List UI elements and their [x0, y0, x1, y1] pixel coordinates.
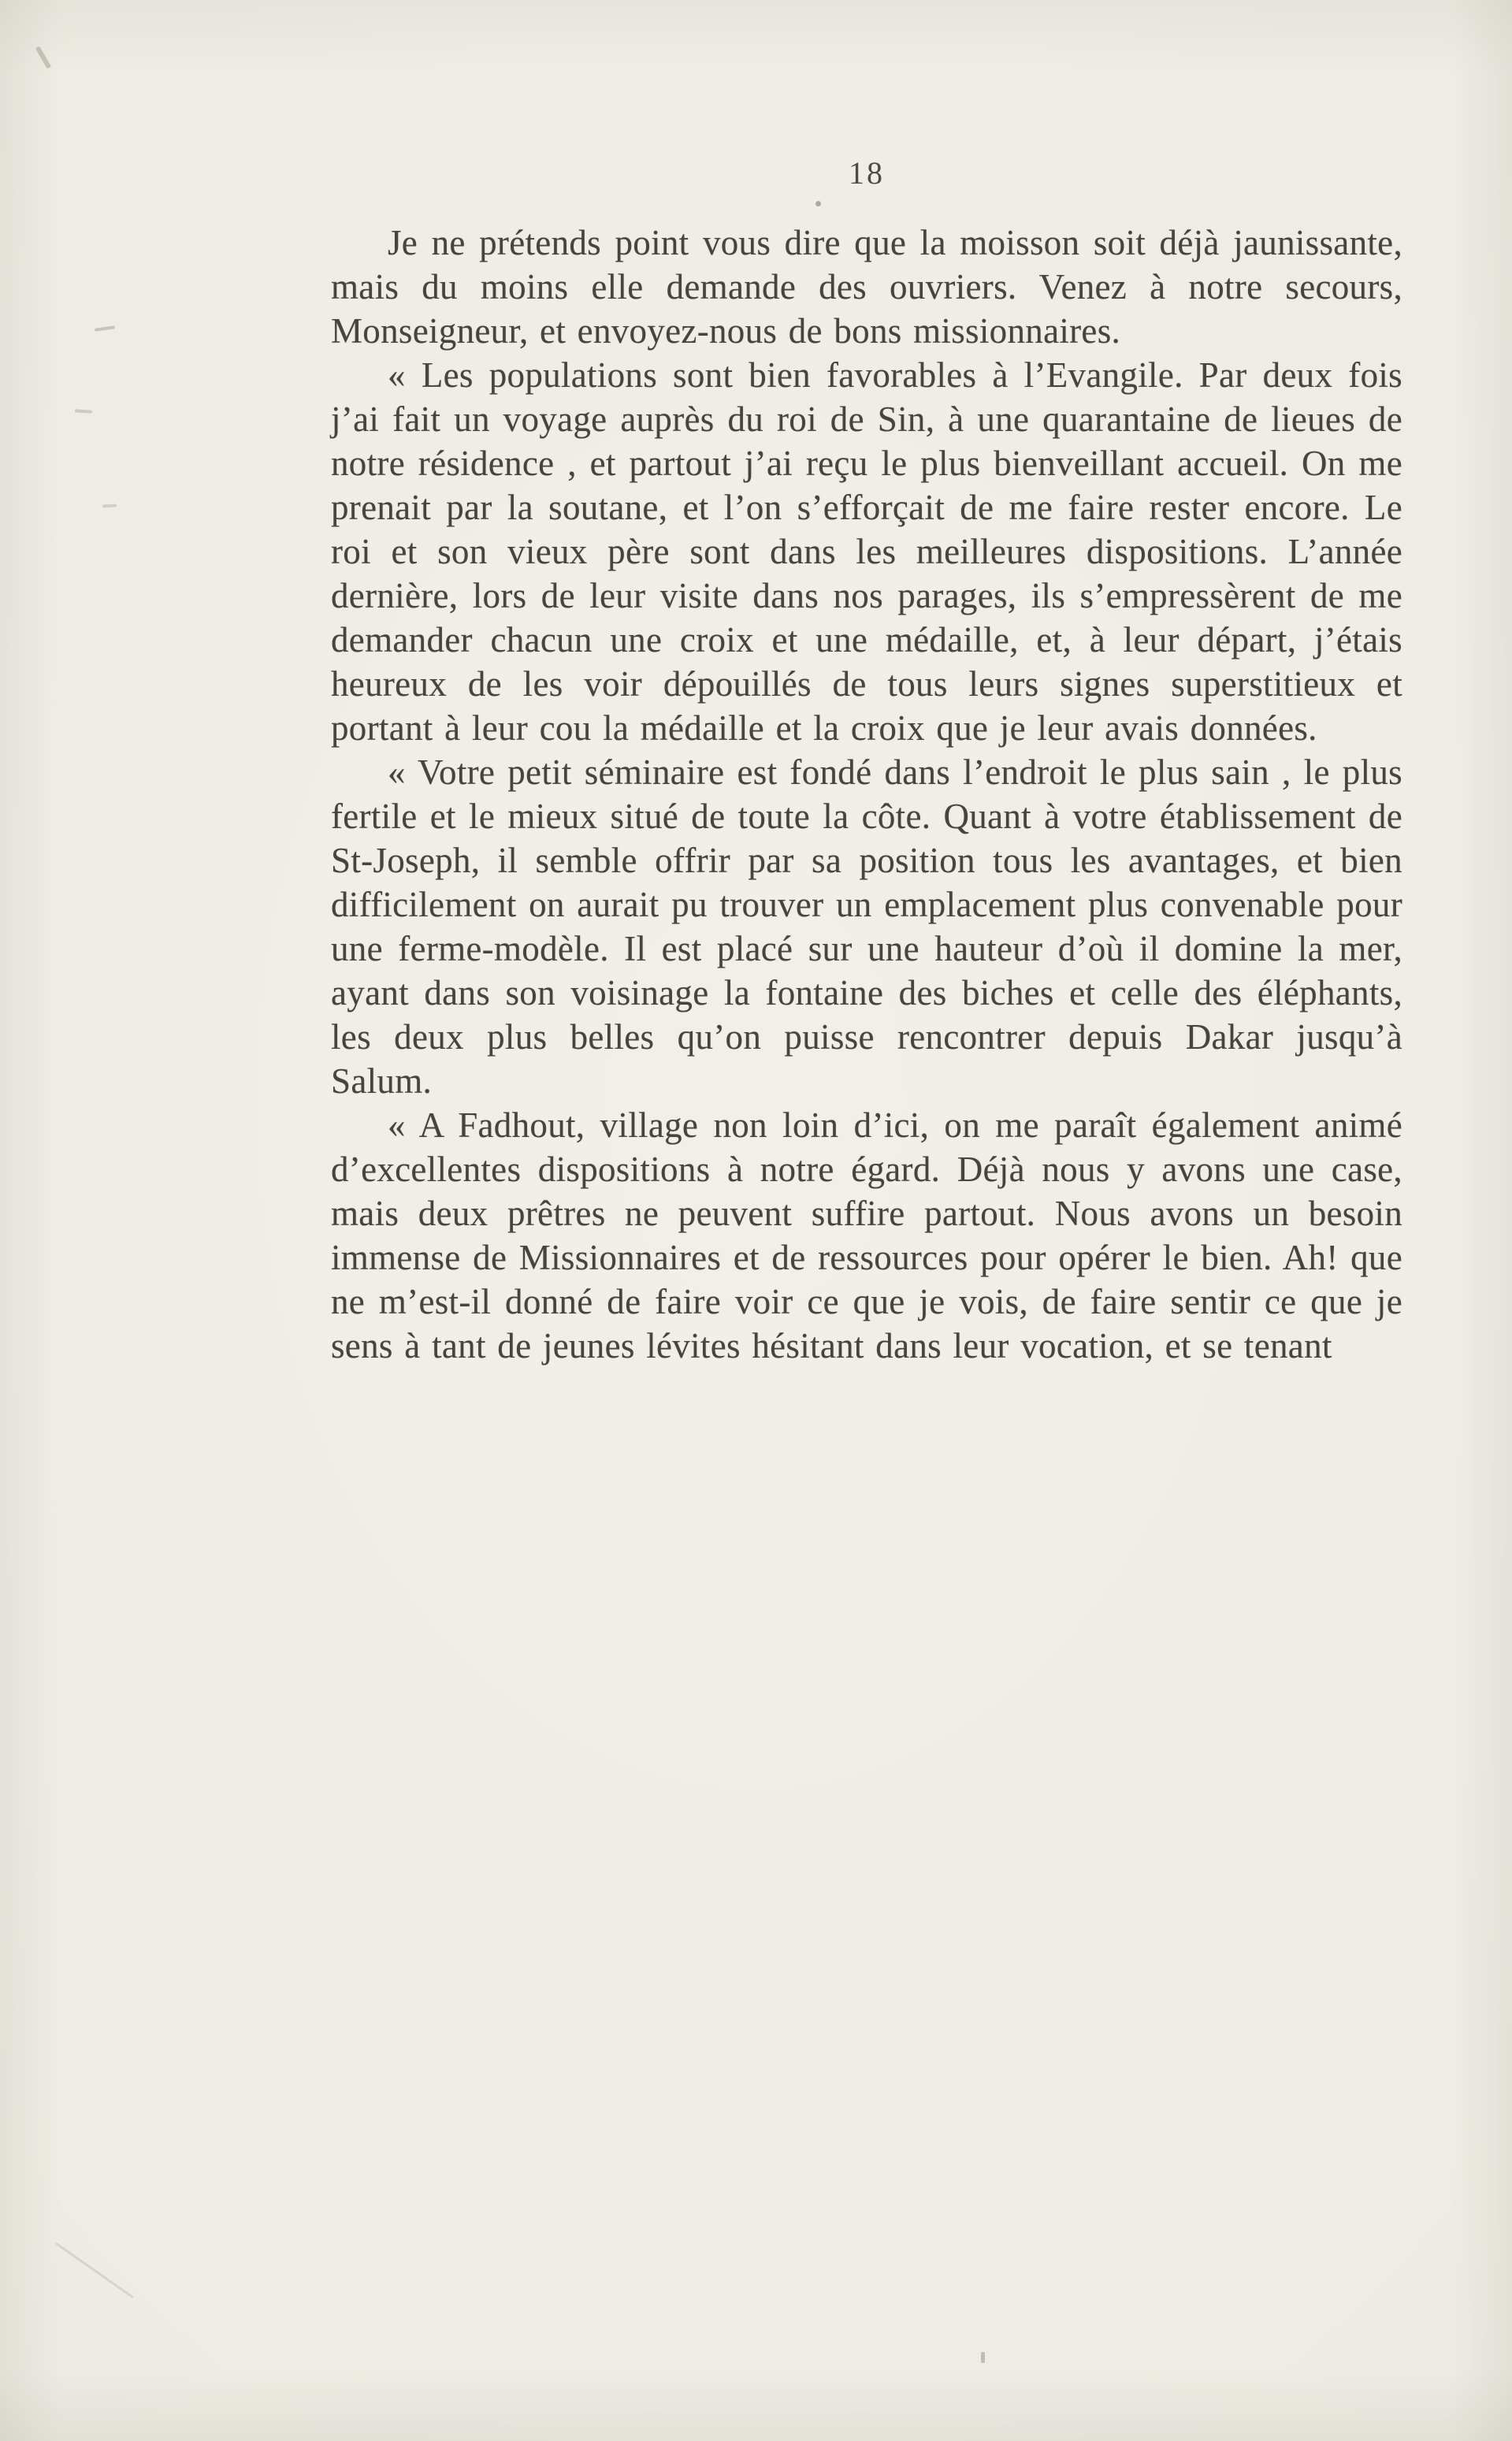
- scan-artifact: [981, 2352, 985, 2363]
- scan-artifact: [35, 46, 51, 69]
- page-number: 18: [849, 155, 885, 191]
- paragraph: Je ne prétends point vous dire que la moisson soit déjà jaunissante, mais du moins elle demande des ouvriers. Venez à notre secours, Monseigneur, et envoyez-nous de bons missionnaires.: [331, 223, 1402, 351]
- scan-artifact: [55, 2242, 134, 2298]
- scan-artifact: [75, 409, 92, 414]
- scan-artifact: [815, 201, 821, 206]
- paragraph: « Les populations sont bien favorables à l’Evangile. Par deux fois j’ai fait un voyage auprès du roi de Sin, à une quarantaine de lieues de notre résidence , et partout j’ai reçu le plus bienveillant accueil. On me prenait par la soutane, et l’on s’efforçait de me faire rester encore. Le roi et son vieux père sont dans les meilleures dispositions. L’année dernière, lors de leur visite dans nos parages, ils s’empressèrent de me demander chacun une croix et une médaille, et, à leur départ, j’étais heureux de les voir dépouillés de tous leurs signes superstitieux et portant à leur cou la médaille et la croix que je leur avais données.: [331, 355, 1402, 748]
- page-text: [331, 221, 1402, 1368]
- scan-artifact: [102, 504, 117, 508]
- paragraph: « Votre petit séminaire est fondé dans l’endroit le plus sain , le plus fertile et le mieux situé de toute la côte. Quant à votre établissement de St-Joseph, il semble offrir par sa position tous les avantages, et bien difficilement on aurait pu trouver un emplacement plus convenable pour une ferme-modèle. Il est placé sur une hauteur d’où il domine la mer, ayant dans son voisinage la fontaine des biches et celle des éléphants, les deux plus belles qu’on puisse rencontrer depuis Dakar jusqu’à Salum.: [331, 752, 1402, 1101]
- scan-artifact: [95, 325, 115, 332]
- paragraph: « A Fadhout, village non loin d’ici, on me paraît également animé d’excellentes dispositions à notre égard. Déjà nous y avons une case, mais deux prêtres ne peuvent suffire partout. Nous avons un besoin immense de Missionnaires et de ressources pour opérer le bien. Ah! que ne m’est-il donné de faire voir ce que je vois, de faire sentir ce que je sens à tant de jeunes lévites hésitant dans leur vocation, et se tenant: [331, 1105, 1402, 1365]
